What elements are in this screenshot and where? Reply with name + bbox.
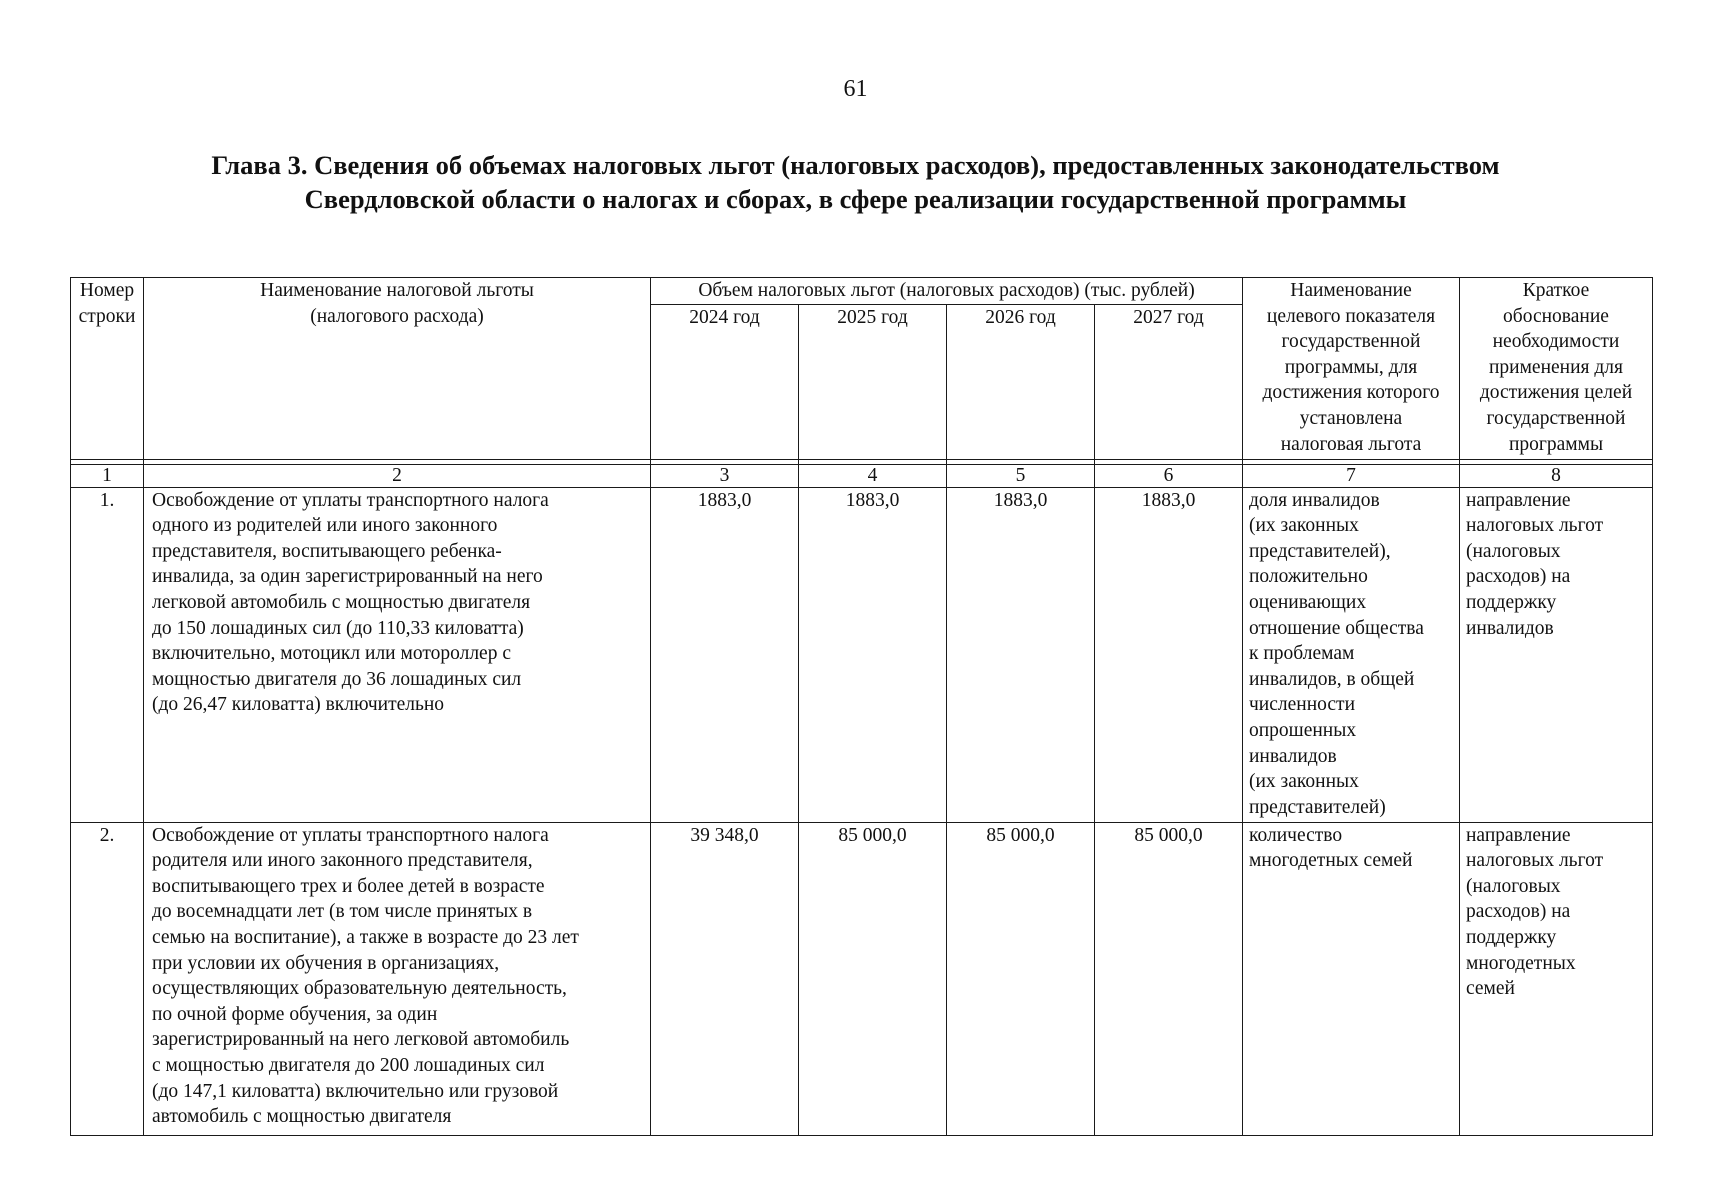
text-line: представителя, воспитывающего ребенка- [152, 540, 502, 562]
header-text: государственной [1281, 331, 1421, 353]
benefit-name [144, 822, 651, 1135]
header-justification [1460, 278, 1653, 460]
header-text: государственной [1486, 407, 1626, 429]
header-year-2026: 2026 год [947, 304, 1095, 459]
value-2025: 85 000,0 [799, 822, 947, 1135]
header-text: достижения которого [1262, 382, 1440, 404]
text-line: (их законных [1249, 771, 1359, 793]
text-line: включительно, мотоцикл или мотороллер с [152, 643, 511, 665]
text-line: семью на воспитание), а также в возрасте до 23 лет [152, 926, 579, 948]
value-2025: 1883,0 [799, 487, 947, 822]
table-row [71, 822, 1653, 1135]
header-text: строки [78, 305, 136, 327]
text-line: одного из родителей или иного законного [152, 515, 498, 537]
text-line: (до 147,1 киловатта) включительно или грузовой [152, 1080, 559, 1102]
header-year-2025: 2025 год [799, 304, 947, 459]
header-row-number [71, 278, 144, 460]
justification [1460, 487, 1653, 822]
text-line: налоговых льгот [1466, 515, 1604, 537]
text-line: положительно [1249, 566, 1368, 588]
header-text: установлена [1299, 407, 1403, 429]
value-2026: 1883,0 [947, 487, 1095, 822]
text-line: воспитывающего трех и более детей в возрасте [152, 875, 545, 897]
text-line: Освобождение от уплаты транспортного налога [152, 489, 549, 511]
text-line: поддержку [1466, 926, 1557, 948]
header-year-2024: 2024 год [651, 304, 799, 459]
text-line: мощностью двигателя до 36 лошадиных сил [152, 668, 522, 690]
header-year-2027: 2027 год [1095, 304, 1243, 459]
justification [1460, 822, 1653, 1135]
text-line: при условии их обучения в организациях, [152, 952, 500, 974]
column-number: 5 [947, 464, 1095, 487]
text-line: осуществляющих образовательную деятельность, [152, 978, 567, 1000]
text-line: по очной форме обучения, за один [152, 1003, 438, 1025]
text-line: к проблемам [1249, 643, 1355, 665]
header-target-indicator [1243, 278, 1460, 460]
header-text: Наименование [1290, 280, 1412, 301]
text-line: (налоговых [1466, 540, 1561, 562]
text-line: семей [1466, 978, 1515, 1000]
text-line: представителей) [1249, 796, 1386, 818]
column-number: 8 [1460, 464, 1653, 487]
header-text: программы [1508, 433, 1604, 455]
text-line: (до 26,47 киловатта) включительно [152, 694, 445, 716]
text-line: количество [1249, 824, 1343, 846]
tax-benefits-table [70, 277, 1653, 1136]
column-number-row [71, 464, 1653, 487]
table-row [71, 487, 1653, 822]
text-line: численности [1249, 694, 1356, 716]
text-line: направление [1466, 489, 1571, 511]
header-text: достижения целей [1479, 382, 1633, 404]
text-line: Освобождение от уплаты транспортного налога [152, 824, 549, 846]
title-line-2: Свердловской области о налогах и сборах, в сфере реализации государственной программы [304, 184, 1407, 214]
value-2024: 1883,0 [651, 487, 799, 822]
text-line: автомобиль с мощностью двигателя [152, 1106, 452, 1128]
benefit-name [144, 487, 651, 822]
header-text: Наименование налоговой льготы [260, 280, 534, 301]
text-line: легковой автомобиль с мощностью двигателя [152, 591, 531, 613]
header-text: программы, для [1284, 356, 1418, 378]
target-indicator [1243, 822, 1460, 1135]
header-text: целевого показателя [1266, 305, 1436, 327]
header-volume-group: Объем налоговых льгот (налоговых расходов) (тыс. рублей) [651, 278, 1243, 305]
header-row-1 [71, 278, 1653, 305]
header-text: необходимости [1492, 331, 1620, 353]
text-line: доля инвалидов [1249, 489, 1380, 511]
text-line: (налоговых [1466, 875, 1561, 897]
text-line: до восемнадцати лет (в том числе принятых в [152, 901, 533, 923]
row-number: 1. [71, 487, 144, 822]
value-2024: 39 348,0 [651, 822, 799, 1135]
text-line: многодетных семей [1249, 850, 1413, 872]
text-line: зарегистрированный на него легковой автомобиль [152, 1029, 570, 1051]
text-line: (их законных [1249, 515, 1359, 537]
text-line: опрошенных [1249, 719, 1357, 741]
page-title [60, 148, 1651, 216]
value-2027: 85 000,0 [1095, 822, 1243, 1135]
header-text: налоговая льгота [1280, 433, 1422, 455]
header-text: применения для [1488, 356, 1624, 378]
text-line: родителя или иного законного представителя, [152, 850, 533, 872]
header-text: обоснование [1503, 305, 1609, 327]
column-number: 3 [651, 464, 799, 487]
text-line: расходов) на [1466, 566, 1571, 588]
text-line: с мощностью двигателя до 200 лошадиных сил [152, 1054, 545, 1076]
text-line: инвалидов [1466, 617, 1554, 639]
column-number: 4 [799, 464, 947, 487]
page-number: 61 [843, 76, 868, 102]
value-2027: 1883,0 [1095, 487, 1243, 822]
text-line: направление [1466, 824, 1571, 846]
text-line: оценивающих [1249, 591, 1367, 613]
header-text: Краткое [1522, 280, 1590, 301]
text-line: отношение общества [1249, 617, 1424, 639]
header-text: (налогового расхода) [310, 305, 484, 327]
text-line: представителей), [1249, 540, 1391, 562]
column-number: 7 [1243, 464, 1460, 487]
text-line: до 150 лошадиных сил (до 110,33 киловатта) [152, 617, 524, 639]
text-line: инвалидов [1249, 745, 1337, 767]
text-line: инвалида, за один зарегистрированный на него [152, 566, 543, 588]
header-text: Номер [79, 280, 135, 301]
value-2026: 85 000,0 [947, 822, 1095, 1135]
column-number: 1 [71, 464, 144, 487]
column-number: 2 [144, 464, 651, 487]
title-line-1: Глава 3. Сведения об объемах налоговых льгот (налоговых расходов), предоставленных законодательством [211, 150, 1500, 180]
text-line: многодетных [1466, 952, 1576, 974]
text-line: расходов) на [1466, 901, 1571, 923]
row-number: 2. [71, 822, 144, 1135]
text-line: инвалидов, в общей [1249, 668, 1415, 690]
column-number: 6 [1095, 464, 1243, 487]
text-line: налоговых льгот [1466, 850, 1604, 872]
target-indicator [1243, 487, 1460, 822]
text-line: поддержку [1466, 591, 1557, 613]
header-benefit-name [144, 278, 651, 460]
